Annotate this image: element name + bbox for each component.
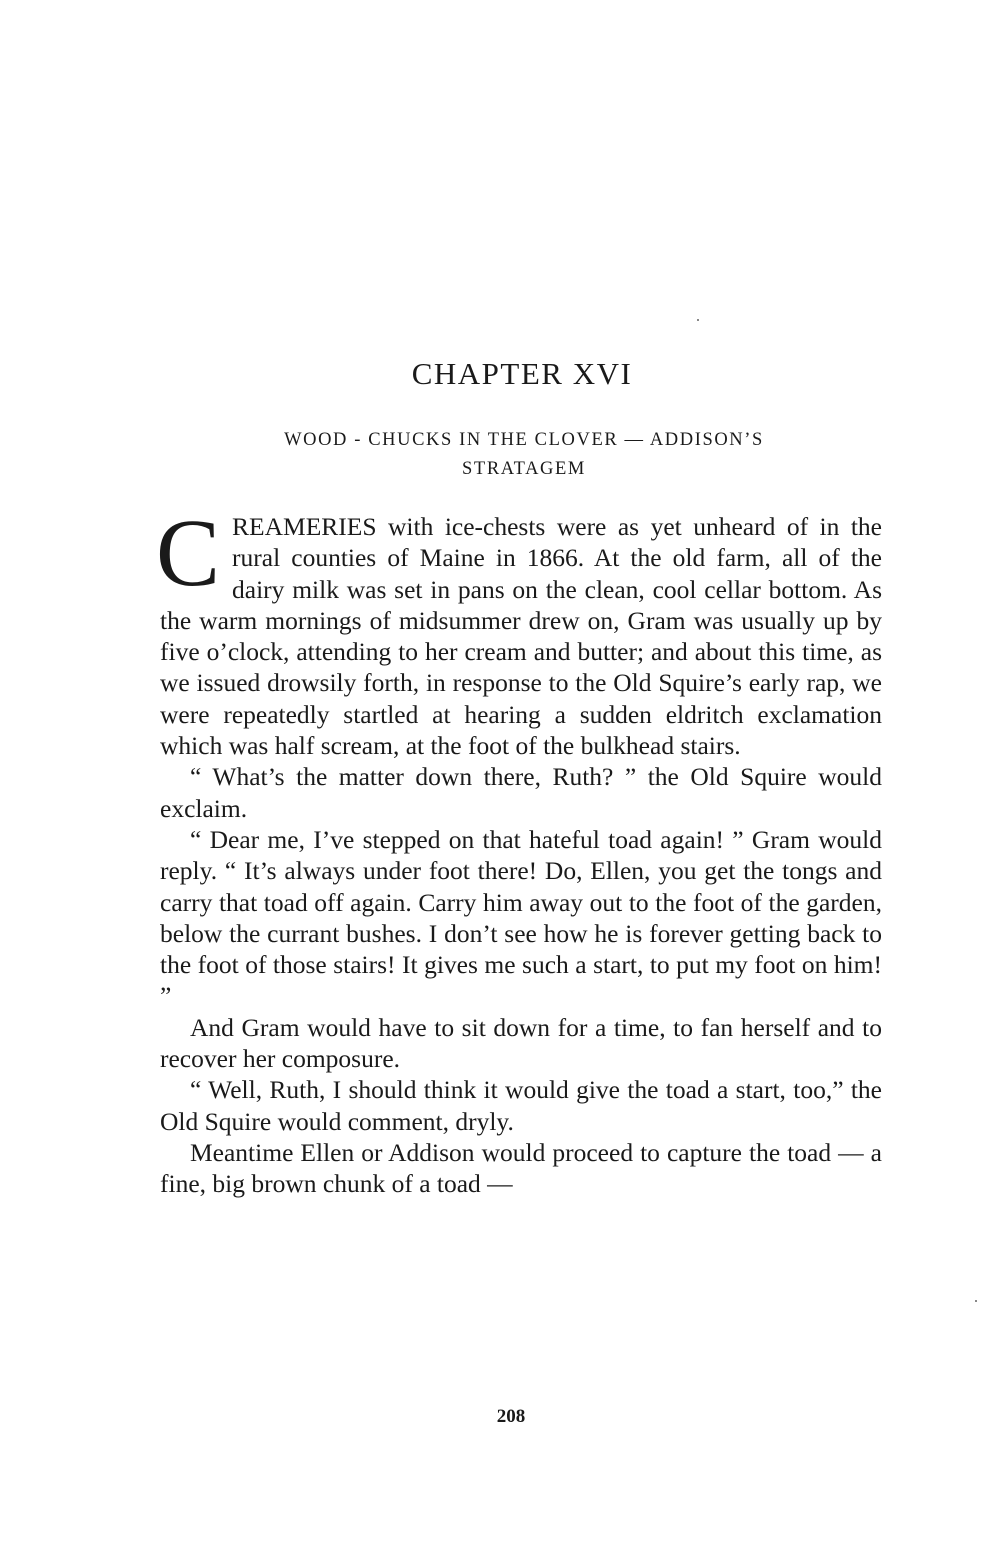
scan-speck	[697, 319, 699, 321]
paragraph-3: “ Dear me, I’ve stepped on that hateful toad again! ” Gram would reply. “ It’s always under foot there! Do, Ellen, you get the tongs and carry that toad off again. Carry him away out to the foot of the garden, below the currant bushes. I don’t see how he is forever getting back to the foot of those stairs! It gives me such a start, to put my foot on him! ”	[160, 824, 882, 1011]
paragraph-6: Meantime Ellen or Addison would proceed to capture the toad — a fine, big brown chunk of a toad —	[160, 1137, 882, 1199]
body-text	[156, 499, 882, 1200]
paragraph-2: “ What’s the matter down there, Ruth? ” the Old Squire would exclaim.	[160, 762, 882, 823]
drop-cap: C	[156, 499, 221, 606]
scan-speck	[975, 1300, 977, 1302]
chapter-title: CHAPTER XVI	[411, 356, 633, 391]
paragraph-1	[156, 499, 882, 761]
paragraph-1-text: REAMERIES with ice-chests were as yet unheard of in the rural counties of Maine in 1866. At the old farm, all of the dairy milk was set in pans on the clean, cool cellar bottom. As the warm mornings of midsummer drew on, Gram was usually up by five o’clock, attending to her cream and butter; and about this time, as we issued drowsily forth, in response to the Old Squire’s early rap, we were repeatedly startled at hearing a sudden eldritch exclamation which was half scream, at the foot of the bulkhead stairs.	[160, 512, 882, 761]
page-number: 208	[496, 1406, 526, 1427]
paragraph-5: “ Well, Ruth, I should think it would give the toad a start, too,” the Old Squire would comment, dryly.	[160, 1075, 882, 1136]
subtitle-line-2: STRATAGEM	[462, 459, 586, 479]
paragraph-4: And Gram would have to sit down for a time, to fan herself and to recover her composure.	[160, 1012, 882, 1074]
subtitle-line-1: WOOD - CHUCKS IN THE CLOVER — ADDISON’S	[284, 430, 764, 450]
chapter-subtitle	[200, 426, 848, 484]
